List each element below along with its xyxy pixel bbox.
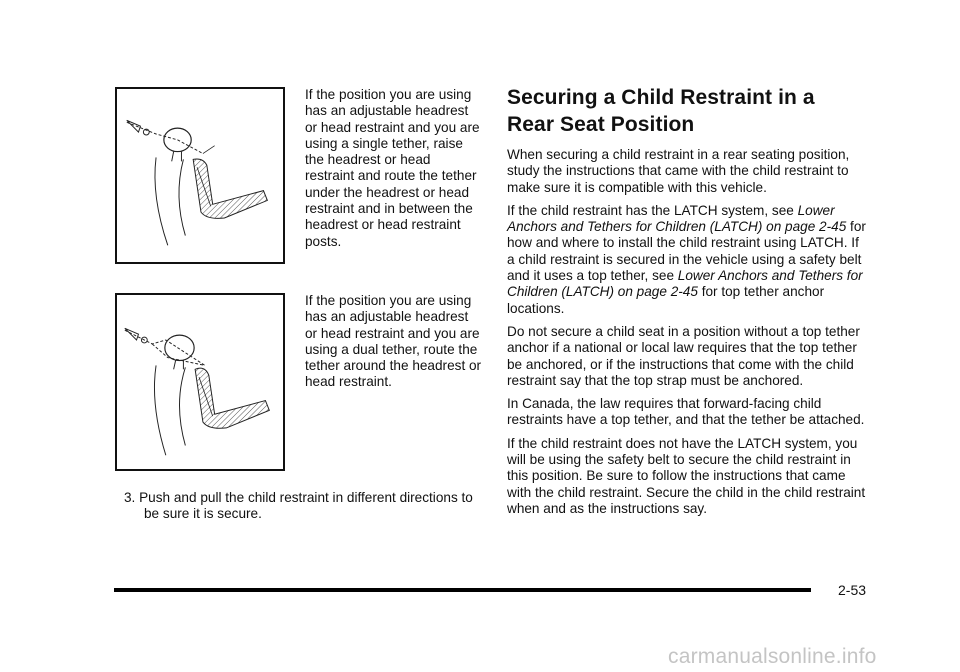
paragraph-2: [507, 203, 867, 317]
paragraph-1: When securing a child restraint in a rear seating position, study the instructions that came with the child restraint to make sure it is compatible with this vehicle.: [507, 147, 850, 195]
footer-rule: [114, 588, 811, 592]
paragraph-3: Do not secure a child seat in a position without a top tether anchor if a national or local law requires that the top tether be anchored, or if the instructions that come with the child restraint say that the top strap must be anchored.: [507, 323, 860, 388]
figure-single-tether: [115, 87, 285, 264]
section-rear-seat: [507, 84, 867, 524]
latch-reference-link-1[interactable]: Lower Anchors and Tethers for Children (LATCH) on page 2-45: [507, 202, 847, 235]
paragraph-5: If the child restraint does not have the LATCH system, you will be using the safety belt to secure the child restraint in this position. Be sure to follow the instructions that came with the child restraint. Secure the child in the child restraint when and as the instructions say.: [507, 435, 866, 516]
figure-caption-single-tether: If the position you are using has an adjustable headrest or head restraint and you are using a single tether, raise the headrest or head restraint and route the tether under the headrest or head restraint and in between the headrest or head restraint posts.: [305, 87, 480, 249]
dual-tether-illustration: [117, 295, 283, 469]
figure-dual-tether: [115, 293, 285, 471]
paragraph-2-text-a: If the child restraint has the LATCH system, see: [507, 202, 798, 218]
page-number: 2-53: [838, 582, 867, 598]
single-tether-illustration: [117, 89, 283, 262]
paragraph-4: In Canada, the law requires that forward-facing child restraints have a top tether, and that the tether be attached.: [507, 396, 865, 428]
step-3: 3. Push and pull the child restraint in different directions to be sure it is secure.: [124, 490, 473, 522]
paragraph-2-text-b: for how and where to install the child restraint using LATCH. If a child restraint is secured in the vehicle using a safety belt and it uses a top tether, see: [507, 219, 866, 284]
paragraph-2-text-c: for top tether anchor locations.: [507, 284, 825, 316]
figure-caption-dual-tether: If the position you are using has an adjustable headrest or head restraint and you are using a dual tether, route the tether around the headrest or head restraint.: [305, 293, 482, 390]
section-heading: Securing a Child Restraint in a Rear Seat Position: [507, 86, 815, 136]
latch-reference-link-2[interactable]: Lower Anchors and Tethers for Children (LATCH) on page 2-45: [507, 268, 863, 300]
watermark: carmanualsonline.info: [668, 645, 877, 668]
